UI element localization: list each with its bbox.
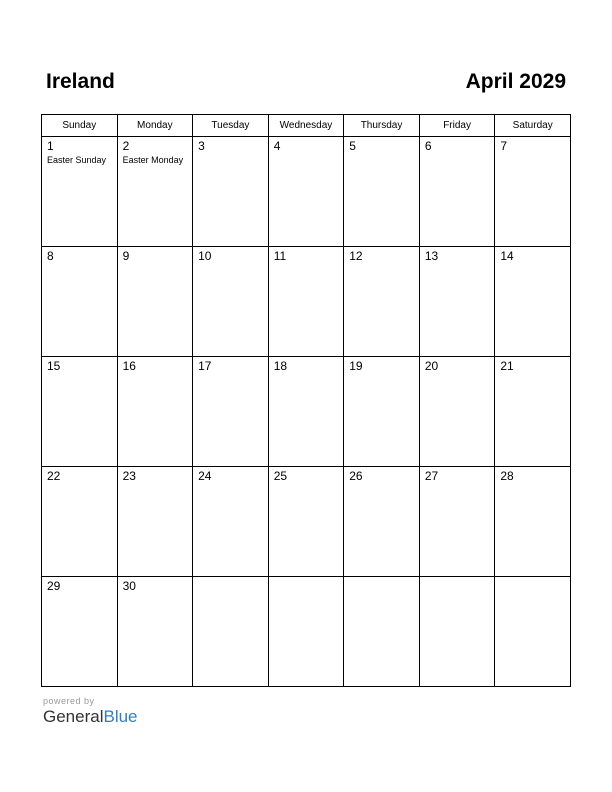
- country-title: Ireland: [46, 70, 115, 93]
- week-row: [42, 357, 571, 467]
- day-cell: [344, 467, 420, 577]
- day-cell: [117, 467, 193, 577]
- day-cell: [419, 247, 495, 357]
- day-number: 20: [424, 359, 439, 373]
- day-cell: [193, 247, 269, 357]
- day-number: 21: [500, 359, 514, 373]
- holiday-label: [495, 153, 570, 154]
- day-cell: [495, 137, 571, 247]
- holiday-label: [193, 153, 268, 154]
- day-cell-empty: [344, 577, 420, 687]
- brand-name: [43, 707, 138, 727]
- day-cell: [419, 137, 495, 247]
- week-row: [42, 247, 571, 357]
- weekday-header-row: [42, 115, 571, 137]
- week-row: [42, 467, 571, 577]
- holiday-label: [344, 153, 419, 154]
- day-number: 19: [349, 359, 363, 373]
- weekday-monday: Monday: [117, 115, 193, 137]
- holiday-label: [269, 153, 344, 154]
- day-number: 11: [273, 249, 287, 263]
- day-cell-empty: [419, 577, 495, 687]
- calendar-grid: [41, 114, 571, 687]
- day-number: 24: [198, 469, 212, 483]
- day-cell: [268, 137, 344, 247]
- brand-blue: Blue: [103, 707, 138, 726]
- day-cell: [193, 467, 269, 577]
- month-year-title: April 2029: [465, 70, 566, 93]
- day-number: 30: [122, 579, 136, 593]
- day-number: 7: [500, 139, 508, 153]
- powered-by-label: powered by: [43, 696, 95, 706]
- day-number: 1: [47, 139, 54, 153]
- weekday-saturday: Saturday: [495, 115, 571, 137]
- week-row: [42, 137, 571, 247]
- weekday-thursday: Thursday: [344, 115, 420, 137]
- weekday-wednesday: Wednesday: [268, 115, 344, 137]
- day-cell: [117, 357, 193, 467]
- day-cell: [495, 357, 571, 467]
- day-number: 18: [273, 359, 288, 373]
- day-cell: [268, 357, 344, 467]
- day-cell: [419, 357, 495, 467]
- week-row: [42, 577, 571, 687]
- day-cell-empty: [495, 577, 571, 687]
- day-number: 8: [47, 249, 54, 263]
- day-number: 13: [424, 249, 439, 263]
- holiday-label: Easter Sunday: [47, 155, 107, 165]
- day-number: 29: [47, 579, 61, 593]
- day-cell: [117, 577, 193, 687]
- day-number: 22: [47, 469, 61, 483]
- day-cell: [193, 137, 269, 247]
- day-number: 5: [349, 139, 356, 153]
- day-number: 28: [500, 469, 514, 483]
- day-cell: [268, 247, 344, 357]
- day-number: 23: [122, 469, 136, 483]
- day-number: 14: [500, 249, 514, 263]
- day-cell: [42, 247, 118, 357]
- day-number: 26: [349, 469, 363, 483]
- day-number: 6: [424, 139, 432, 153]
- day-number: 15: [47, 359, 61, 373]
- day-cell-empty: [268, 577, 344, 687]
- holiday-label: Easter Monday: [122, 155, 184, 165]
- holiday-label: [420, 153, 495, 154]
- day-cell: [42, 357, 118, 467]
- brand-general: General: [43, 707, 104, 726]
- day-cell: [42, 467, 118, 577]
- day-cell: [193, 357, 269, 467]
- day-number: 27: [424, 469, 439, 483]
- weekday-sunday: Sunday: [42, 115, 118, 137]
- day-number: 3: [198, 139, 205, 153]
- weekday-friday: Friday: [419, 115, 495, 137]
- day-number: 9: [122, 249, 130, 263]
- day-number: 12: [349, 249, 363, 263]
- day-cell: [344, 247, 420, 357]
- day-cell: [268, 467, 344, 577]
- day-number: 16: [122, 359, 136, 373]
- day-number: 25: [273, 469, 288, 483]
- day-cell: [42, 137, 118, 247]
- generalblue-logo[interactable]: [43, 696, 138, 727]
- day-cell-empty: [193, 577, 269, 687]
- day-cell: [42, 577, 118, 687]
- weekday-tuesday: Tuesday: [193, 115, 269, 137]
- day-cell: [344, 137, 420, 247]
- day-number: 10: [198, 249, 212, 263]
- day-cell: [117, 247, 193, 357]
- day-cell: [495, 467, 571, 577]
- day-cell: [495, 247, 571, 357]
- day-cell: [419, 467, 495, 577]
- day-number: 17: [198, 359, 212, 373]
- day-number: 2: [122, 139, 130, 153]
- day-number: 4: [273, 139, 281, 153]
- day-cell: [117, 137, 193, 247]
- day-cell: [344, 357, 420, 467]
